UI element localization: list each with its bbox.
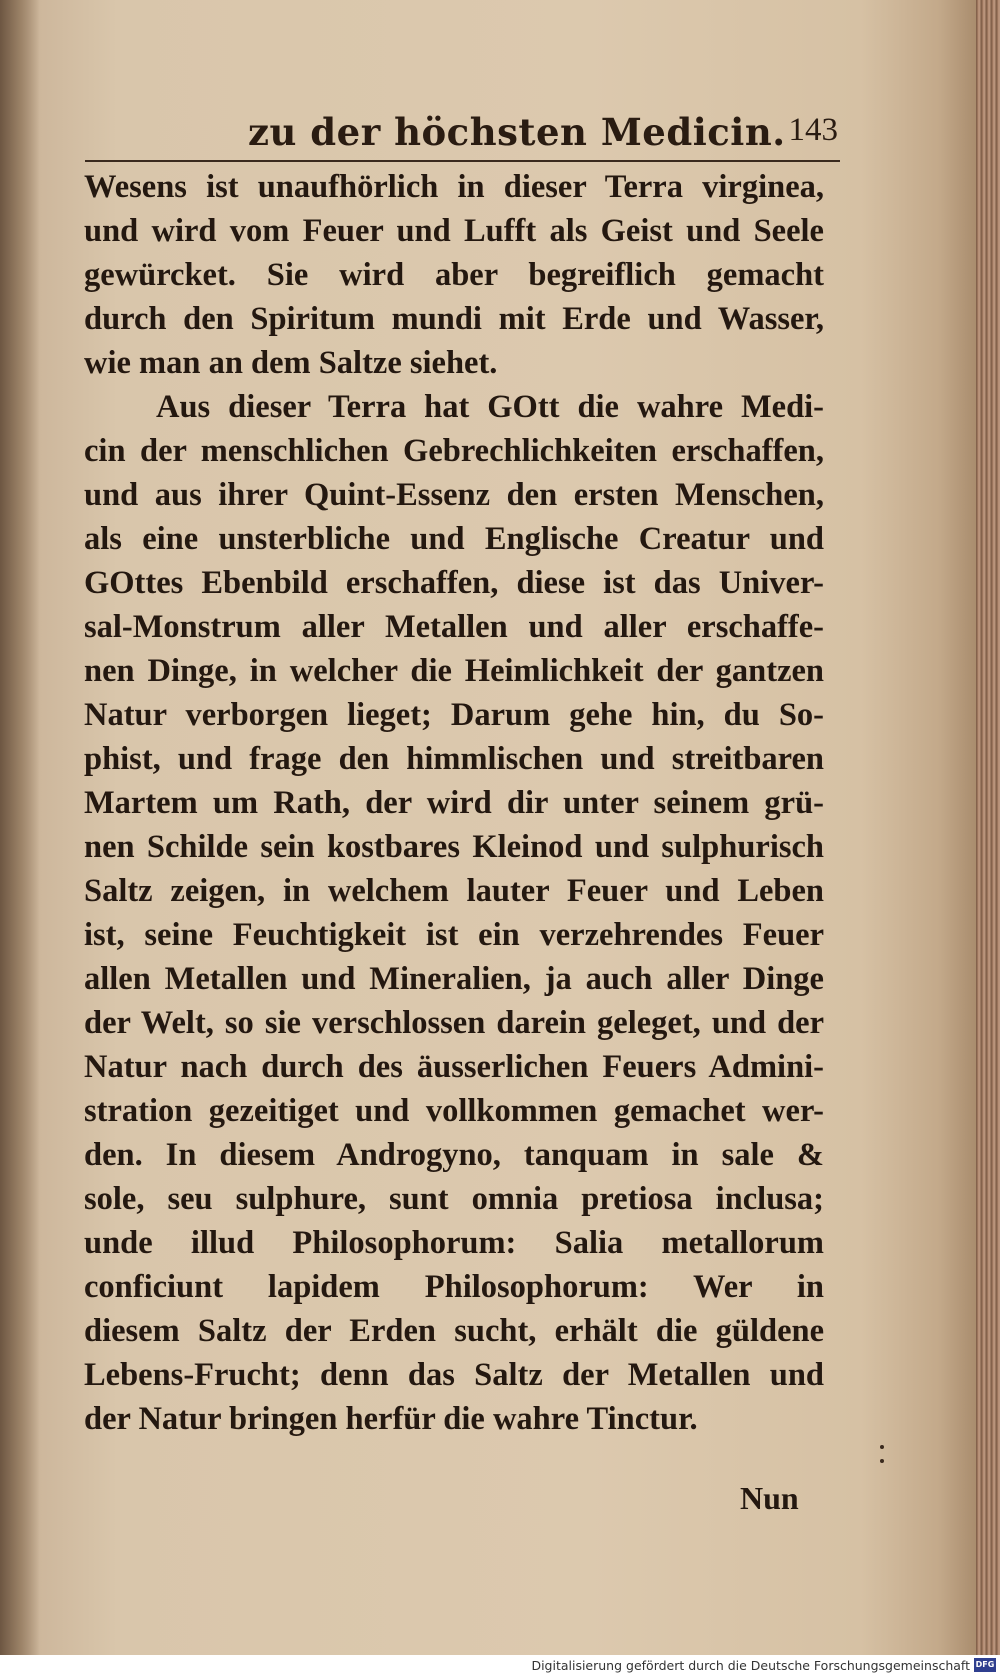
text-line: diesem Saltz der Erden sucht, erhält die güldene bbox=[84, 1313, 824, 1349]
text-line: nen Dinge, in welcher die Heimlichkeit der gantzen bbox=[84, 653, 824, 689]
text-line: und aus ihrer Quint-Essenz den ersten Menschen, bbox=[84, 477, 824, 513]
text-line: sal-Monstrum aller Metallen und aller erschaffe- bbox=[84, 609, 824, 645]
text-line: Martem um Rath, der wird dir unter seinem grü- bbox=[84, 785, 824, 821]
text-line: unde illud Philosophorum: Salia metallorum bbox=[84, 1225, 824, 1261]
text-line: Natur nach durch des äusserlichen Feuers Admini- bbox=[84, 1049, 824, 1085]
text-line: Natur verborgen lieget; Darum gehe hin, du So- bbox=[84, 697, 824, 733]
text-line: Lebens-Frucht; denn das Saltz der Metallen und bbox=[84, 1357, 824, 1393]
ink-speck bbox=[880, 1459, 884, 1463]
text-line: Saltz zeigen, in welchem lauter Feuer und Leben bbox=[84, 873, 824, 909]
text-line: stration gezeitiget und vollkommen gemachet wer- bbox=[84, 1093, 824, 1129]
ink-specks bbox=[880, 1445, 884, 1473]
text-line: conficiunt lapidem Philosophorum: Wer in bbox=[84, 1269, 824, 1305]
text-line: der Welt, so sie verschlossen darein geleget, und der bbox=[84, 1005, 824, 1041]
text-line: allen Metallen und Mineralien, ja auch aller Dinge bbox=[84, 961, 824, 997]
header-rule bbox=[85, 160, 840, 162]
text-line: und wird vom Feuer und Lufft als Geist und Seele bbox=[84, 213, 824, 249]
text-line: phist, und frage den himmlischen und streitbaren bbox=[84, 741, 824, 777]
text-line: sole, seu sulphure, sunt omnia pretiosa inclusa; bbox=[84, 1181, 824, 1217]
text-line: Wesens ist unaufhörlich in dieser Terra virginea, bbox=[84, 169, 824, 205]
text-line: gewürcket. Sie wird aber begreiflich gemacht bbox=[84, 257, 824, 293]
text-line: wie man an dem Saltze siehet. bbox=[84, 345, 498, 381]
text-line: als eine unsterbliche und Englische Creatur und bbox=[84, 521, 824, 557]
text-line: ist, seine Feuchtigkeit ist ein verzehrendes Feuer bbox=[84, 917, 824, 953]
page-header bbox=[88, 110, 838, 156]
text-line: cin der menschlichen Gebrechlichkeiten erschaffen, bbox=[84, 433, 824, 469]
page-number: 143 bbox=[788, 112, 838, 148]
dfg-logo-icon: DFG bbox=[974, 1658, 996, 1672]
text-line: der Natur bringen herfür die wahre Tinctur. bbox=[84, 1401, 698, 1437]
ink-speck bbox=[880, 1445, 884, 1449]
catchword: Nun bbox=[740, 1480, 799, 1516]
footer-bar bbox=[0, 1655, 1000, 1677]
text-line: durch den Spiritum mundi mit Erde und Wasser, bbox=[84, 301, 824, 337]
page-fore-edge bbox=[976, 0, 1000, 1655]
text-line: den. In diesem Androgyno, tanquam in sale & bbox=[84, 1137, 824, 1173]
funding-credit: Digitalisierung gefördert durch die Deutsche Forschungsgemeinschaft bbox=[531, 1658, 970, 1673]
running-head: zu der höchsten Medicin. bbox=[248, 110, 786, 154]
body-text bbox=[84, 165, 824, 1441]
text-line: Aus dieser Terra hat GOtt die wahre Medi- bbox=[156, 389, 824, 425]
text-line: nen Schilde sein kostbares Kleinod und sulphurisch bbox=[84, 829, 824, 865]
text-line: GOttes Ebenbild erschaffen, diese ist das Univer- bbox=[84, 565, 824, 601]
binding-gutter bbox=[0, 0, 40, 1655]
